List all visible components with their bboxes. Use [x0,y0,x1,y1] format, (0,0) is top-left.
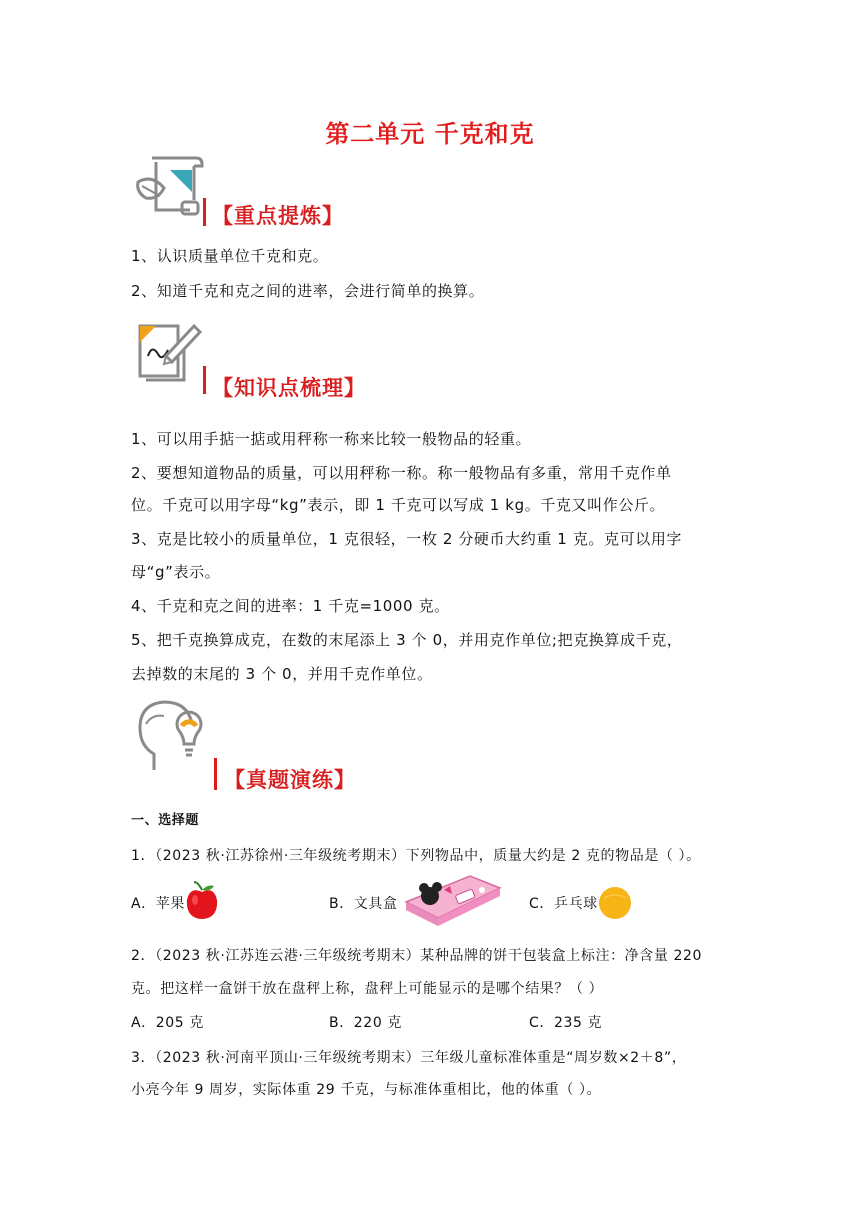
banner-divider [214,758,217,790]
question-1-option-c[interactable]: C．乒乓球 [529,896,598,912]
knowledge-line: 2、要想知道物品的质量，可以用秤称一称。称一般物品有多重，常用千克作单 [131,464,672,482]
section-banner-exercises: 【真题演练】 [224,767,356,792]
question-3-stem-line: 小亮今年 9 周岁，实际体重 29 千克，与标准体重相比，他的体重（ ）。 [131,1082,602,1098]
banner-divider [203,366,206,394]
knowledge-line: 4、千克和克之间的进率：1 千克=1000 克。 [131,597,450,615]
ping-pong-ball-icon [598,886,632,920]
question-3-stem-line: 3．（2023 秋·河南平顶山·三年级统考期末）三年级儿童标准体重是“周岁数×2＋8”， [131,1050,687,1066]
pencil-case-icon [400,872,504,928]
question-2-option-c[interactable]: C．235 克 [529,1015,603,1031]
question-2-stem-line: 克。把这样一盒饼干放在盘秤上称，盘秤上可能显示的是哪个结果？（ ） [131,981,604,997]
knowledge-line: 去掉数的末尾的 3 个 0，并用千克作单位。 [131,665,433,683]
knowledge-line: 位。千克可以用字母“kg”表示，即 1 千克可以写成 1 kg。千克又叫作公斤。 [131,496,666,514]
question-2-option-a[interactable]: A．205 克 [131,1015,204,1031]
page-title: 第二单元 千克和克 [325,120,535,148]
section-banner-key-points: 【重点提炼】 [212,203,344,228]
question-2-option-b[interactable]: B．220 克 [329,1015,402,1031]
quill-scroll-icon [134,152,206,220]
question-1-stem: 1．（2023 秋·江苏徐州·三年级统考期末）下列物品中，质量大约是 2 克的物品是（ ）。 [131,848,701,864]
apple-icon [184,880,220,920]
banner-divider [203,198,206,226]
knowledge-line: 3、克是比较小的质量单位，1 克很轻，一枚 2 分硬币大约重 1 克。克可以用字 [131,530,683,548]
section-banner-knowledge: 【知识点梳理】 [212,375,366,400]
section-heading: 一、选择题 [131,813,200,828]
question-1-option-a[interactable]: A．苹果 [131,896,185,912]
key-point-line: 1、认识质量单位千克和克。 [131,247,329,265]
head-lightbulb-icon [134,694,210,774]
key-point-line: 2、知道千克和克之间的进率，会进行简单的换算。 [131,282,485,300]
pencil-notepad-icon [134,320,206,390]
knowledge-line: 母“g”表示。 [131,563,221,581]
knowledge-line: 5、把千克换算成克，在数的末尾添上 3 个 0，并用克作单位;把克换算成千克， [131,631,683,649]
question-2-stem-line: 2．（2023 秋·江苏连云港·三年级统考期末）某种品牌的饼干包装盒上标注：净含量 220 [131,948,703,964]
question-1-option-b[interactable]: B．文具盒 [329,896,398,912]
knowledge-line: 1、可以用手掂一掂或用秤称一称来比较一般物品的轻重。 [131,430,532,448]
